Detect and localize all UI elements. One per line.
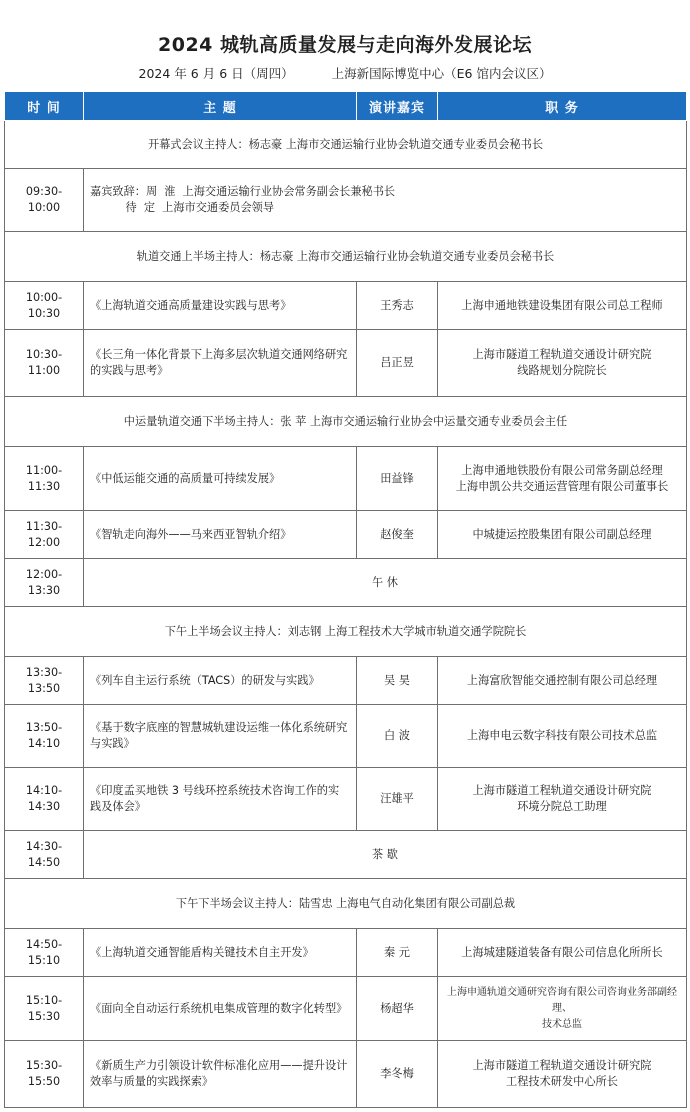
table-row <box>5 657 687 705</box>
topic-cell: 《印度孟买地铁 3 号线环控系统技术咨询工作的实践及体会》 <box>84 768 357 831</box>
time-cell: 14:50-15:10 <box>5 929 84 977</box>
topic-cell: 《面向全自动运行系统机电集成管理的数字化转型》 <box>84 977 357 1041</box>
tea-label: 茶 歇 <box>84 831 687 879</box>
topic-cell: 《基于数字底座的智慧城轨建设运维一体化系统研究与实践》 <box>84 705 357 768</box>
table-row <box>5 768 687 831</box>
host-medium: 中运量轨道交通下半场主持人：张 苹 上海市交通运输行业协会中运量交通专业委员会主任 <box>5 397 687 447</box>
role-line-2: 线路规划分院院长 <box>517 364 607 377</box>
table-row <box>5 330 687 397</box>
break-row <box>5 559 687 607</box>
event-info <box>0 64 690 82</box>
speaker-cell: 王秀志 <box>357 282 438 330</box>
role-cell <box>438 1041 687 1108</box>
role-line-2: 工程技术研发中心所长 <box>506 1075 618 1088</box>
speaker-cell: 杨超华 <box>357 977 438 1041</box>
role-cell <box>438 447 687 511</box>
speaker-cell: 秦 元 <box>357 929 438 977</box>
role-cell: 上海城建隧道装备有限公司信息化所所长 <box>438 929 687 977</box>
host-pm2: 下午下半场会议主持人：陆雪忠 上海电气自动化集团有限公司副总裁 <box>5 879 687 929</box>
agenda-table <box>4 91 687 1108</box>
host-row <box>5 607 687 657</box>
time-cell: 15:10-15:30 <box>5 977 84 1041</box>
col-header-speaker: 演讲嘉宾 <box>357 92 438 121</box>
host-rail-am: 轨道交通上半场主持人：杨志豪 上海市交通运输行业协会轨道交通专业委员会秘书长 <box>5 232 687 282</box>
host-pm1: 下午上半场会议主持人：刘志钢 上海工程技术大学城市轨道交通学院院长 <box>5 607 687 657</box>
topic-cell: 《上海轨道交通高质量建设实践与思考》 <box>84 282 357 330</box>
role-line-1: 上海申通轨道交通研究咨询有限公司咨询业务部副经理、 <box>447 986 677 1014</box>
role-cell <box>438 330 687 397</box>
time-cell: 10:30-11:00 <box>5 330 84 397</box>
host-row <box>5 397 687 447</box>
time-cell: 09:30-10:00 <box>5 169 84 232</box>
time-cell: 14:10-14:30 <box>5 768 84 831</box>
time-cell: 13:30-13:50 <box>5 657 84 705</box>
col-header-topic: 主 题 <box>84 92 357 121</box>
host-row <box>5 232 687 282</box>
speaker-cell: 汪雄平 <box>357 768 438 831</box>
speaker-cell: 田益锋 <box>357 447 438 511</box>
event-venue: 上海新国际博览中心（E6 馆内会议区） <box>331 66 552 81</box>
welcome-line-1: 嘉宾致辞：周 淮 上海交通运输行业协会常务副会长兼秘书长 <box>90 185 396 198</box>
topic-cell: 《列车自主运行系统（TACS）的研发与实践》 <box>84 657 357 705</box>
role-cell: 上海申电云数字科技有限公司技术总监 <box>438 705 687 768</box>
table-row <box>5 977 687 1041</box>
host-opening: 开幕式会议主持人：杨志豪 上海市交通运输行业协会轨道交通专业委员会秘书长 <box>5 121 687 169</box>
role-cell: 上海申通地铁建设集团有限公司总工程师 <box>438 282 687 330</box>
role-line-1: 上海市隧道工程轨道交通设计研究院 <box>472 348 652 361</box>
time-cell: 13:50-14:10 <box>5 705 84 768</box>
col-header-time: 时 间 <box>5 92 84 121</box>
table-row <box>5 447 687 511</box>
topic-cell: 《上海轨道交通智能盾构关键技术自主开发》 <box>84 929 357 977</box>
welcome-cell <box>84 169 687 232</box>
table-row <box>5 511 687 559</box>
speaker-cell: 赵俊奎 <box>357 511 438 559</box>
role-line-1: 上海申通地铁股份有限公司常务副总经理 <box>461 463 663 477</box>
role-cell <box>438 977 687 1041</box>
role-cell <box>438 768 687 831</box>
speaker-cell: 李冬梅 <box>357 1041 438 1108</box>
time-cell: 11:30-12:00 <box>5 511 84 559</box>
col-header-role: 职 务 <box>438 92 687 121</box>
table-row <box>5 929 687 977</box>
time-cell: 15:30-15:50 <box>5 1041 84 1108</box>
topic-cell: 《智轨走向海外——马来西亚智轨介绍》 <box>84 511 357 559</box>
table-row <box>5 1041 687 1108</box>
topic-cell: 《新质生产力引领设计软件标准化应用——提升设计效率与质量的实践探索》 <box>84 1041 357 1108</box>
time-cell: 14:30-14:50 <box>5 831 84 879</box>
table-header-row <box>5 92 687 121</box>
break-row <box>5 831 687 879</box>
topic-cell: 《长三角一体化背景下上海多层次轨道交通网络研究的实践与思考》 <box>84 330 357 397</box>
table-row <box>5 705 687 768</box>
role-line-1: 上海市隧道工程轨道交通设计研究院 <box>472 1059 652 1072</box>
role-cell: 中城捷运控股集团有限公司副总经理 <box>438 511 687 559</box>
role-line-2: 上海申凯公共交通运营管理有限公司董事长 <box>455 479 669 493</box>
table-row <box>5 169 687 232</box>
welcome-line-2: 待 定 上海市交通委员会领导 <box>90 201 275 214</box>
time-cell: 12:00-13:30 <box>5 559 84 607</box>
speaker-cell: 白 波 <box>357 705 438 768</box>
speaker-cell: 吴 昊 <box>357 657 438 705</box>
event-date: 2024 年 6 月 6 日（周四） <box>138 66 294 81</box>
speaker-cell: 吕正昱 <box>357 330 438 397</box>
role-line-2: 环境分院总工助理 <box>517 800 607 813</box>
page-title: 2024 城轨高质量发展与走向海外发展论坛 <box>158 34 532 56</box>
time-cell: 11:00-11:30 <box>5 447 84 511</box>
role-line-1: 上海市隧道工程轨道交通设计研究院 <box>472 784 652 797</box>
topic-cell: 《中低运能交通的高质量可持续发展》 <box>84 447 357 511</box>
role-cell: 上海富欣智能交通控制有限公司总经理 <box>438 657 687 705</box>
lunch-label: 午 休 <box>84 559 687 607</box>
table-row <box>5 282 687 330</box>
role-line-2: 技术总监 <box>542 1018 582 1030</box>
host-row <box>5 121 687 169</box>
time-cell: 10:00-10:30 <box>5 282 84 330</box>
host-row <box>5 879 687 929</box>
